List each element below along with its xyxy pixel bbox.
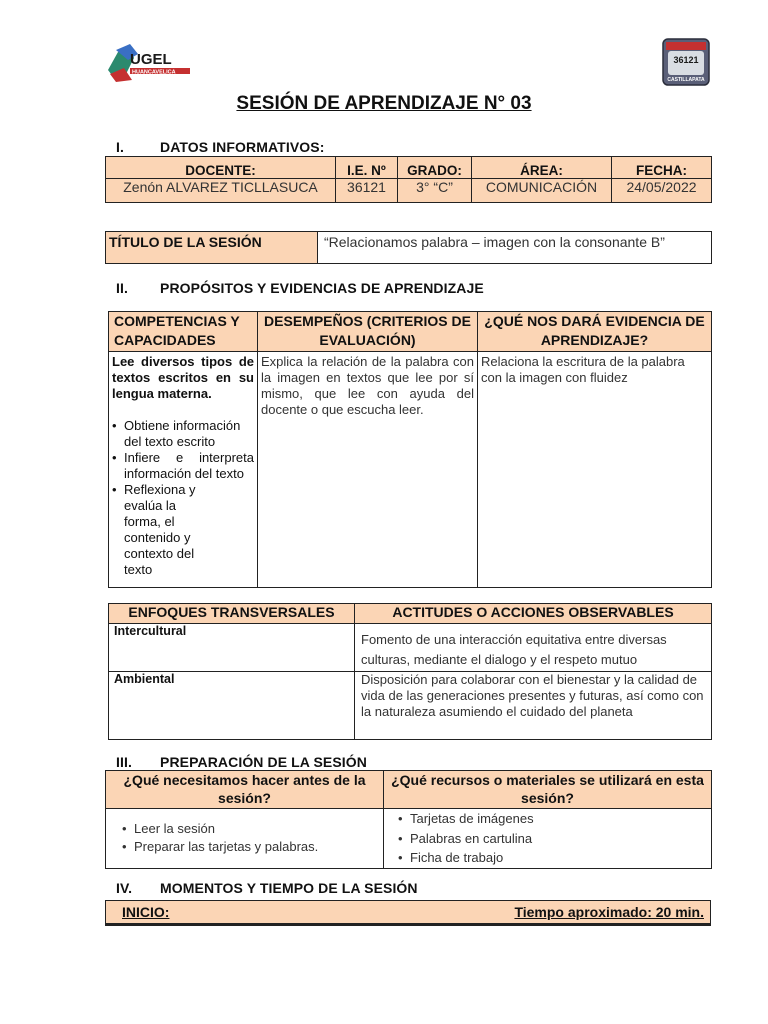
header-enfoques: ENFOQUES TRANSVERSALES	[109, 604, 355, 624]
list-item: • Palabras en cartulina	[410, 829, 708, 849]
header-actitudes: ACTITUDES O ACCIONES OBSERVABLES	[355, 604, 712, 624]
evidencia-cell: Relaciona la escritura de la palabra con la imagen con fluidez	[478, 352, 712, 588]
svg-text:HUANCAVELICA: HUANCAVELICA	[132, 69, 176, 76]
list-item: • Tarjetas de imágenes	[410, 809, 708, 829]
datos-informativos-table	[105, 156, 712, 203]
section-1-heading: I. DATOS INFORMATIVOS:	[116, 139, 325, 155]
list-item: • Obtiene información del texto escrito	[124, 418, 254, 450]
actitud-ambiental: Disposición para colaborar con el bienestar y la calidad de vida de las generaciones presentes y futuras, así como con la naturaleza asumiendo el cuidado del planeta	[355, 672, 712, 740]
header-fecha: FECHA:	[612, 157, 712, 179]
capacidades-list	[112, 418, 254, 578]
recursos-cell	[384, 809, 712, 869]
value-grado: 3° “C”	[398, 179, 472, 203]
list-item: • Infiere e interpreta información del texto	[124, 450, 254, 482]
header-antes: ¿Qué necesitamos hacer antes de la sesión?	[106, 771, 384, 809]
value-fecha: 24/05/2022	[612, 179, 712, 203]
svg-text:UGEL: UGEL	[130, 51, 172, 68]
propositos-table	[108, 311, 712, 588]
inicio-bar	[105, 900, 711, 926]
preparacion-table	[105, 770, 712, 869]
header-grado: GRADO:	[398, 157, 472, 179]
antes-list	[116, 820, 380, 856]
actitud-intercultural: Fomento de una interacción equitativa entre diversas culturas, mediante el dialogo y el respeto mutuo	[355, 624, 712, 672]
header-ie: I.E. Nº	[336, 157, 398, 179]
svg-text:CASTILLAPATA: CASTILLAPATA	[667, 77, 705, 83]
tiempo-label: Tiempo aproximado: 20 min.	[514, 904, 704, 920]
enfoque-intercultural: Intercultural	[109, 624, 355, 672]
list-item: • Ficha de trabajo	[410, 848, 708, 868]
competencia-text: Lee diversos tipos de textos escritos en su lengua materna.	[112, 354, 254, 401]
desempeno-cell: Explica la relación de la palabra con la imagen en textos que lee por sí mismo, que lee con ayuda del docente o que escucha leer.	[258, 352, 478, 588]
enfoque-ambiental: Ambiental	[109, 672, 355, 740]
value-area: COMUNICACIÓN	[472, 179, 612, 203]
competencias-cell	[109, 352, 258, 588]
list-item: • Reflexiona y evalúa la forma, el contenido y contexto del texto	[124, 482, 254, 578]
recursos-list	[394, 809, 708, 868]
section-4-heading: IV. MOMENTOS Y TIEMPO DE LA SESIÓN	[116, 880, 418, 896]
header-evidencia: ¿QUÉ NOS DARÁ EVIDENCIA DE APRENDIZAJE?	[478, 312, 712, 352]
list-item: • Leer la sesión	[134, 820, 380, 838]
session-title-label: TÍTULO DE LA SESIÓN	[106, 232, 318, 264]
inicio-label: INICIO:	[122, 904, 170, 920]
header-area: ÁREA:	[472, 157, 612, 179]
section-3-heading: III. PREPARACIÓN DE LA SESIÓN	[116, 754, 367, 770]
session-title-value: “Relacionamos palabra – imagen con la consonante B”	[318, 232, 712, 264]
header-docente: DOCENTE:	[106, 157, 336, 179]
value-ie: 36121	[336, 179, 398, 203]
ugel-logo	[104, 40, 194, 84]
antes-cell	[106, 809, 384, 869]
enfoques-table	[108, 603, 712, 740]
list-item: • Preparar las tarjetas y palabras.	[134, 838, 380, 856]
school-logo	[662, 38, 710, 86]
session-title-table	[105, 231, 712, 264]
header-competencias: COMPETENCIAS Y CAPACIDADES	[109, 312, 258, 352]
header-recursos: ¿Qué recursos o materiales se utilizará en esta sesión?	[384, 771, 712, 809]
section-2-heading: II. PROPÓSITOS Y EVIDENCIAS DE APRENDIZAJE	[116, 280, 484, 296]
page-title: SESIÓN DE APRENDIZAJE N° 03	[236, 93, 532, 114]
svg-text:36121: 36121	[673, 55, 699, 65]
header-desempenos: DESEMPEÑOS (CRITERIOS DE EVALUACIÓN)	[258, 312, 478, 352]
value-docente: Zenón ALVAREZ TICLLASUCA	[106, 179, 336, 203]
